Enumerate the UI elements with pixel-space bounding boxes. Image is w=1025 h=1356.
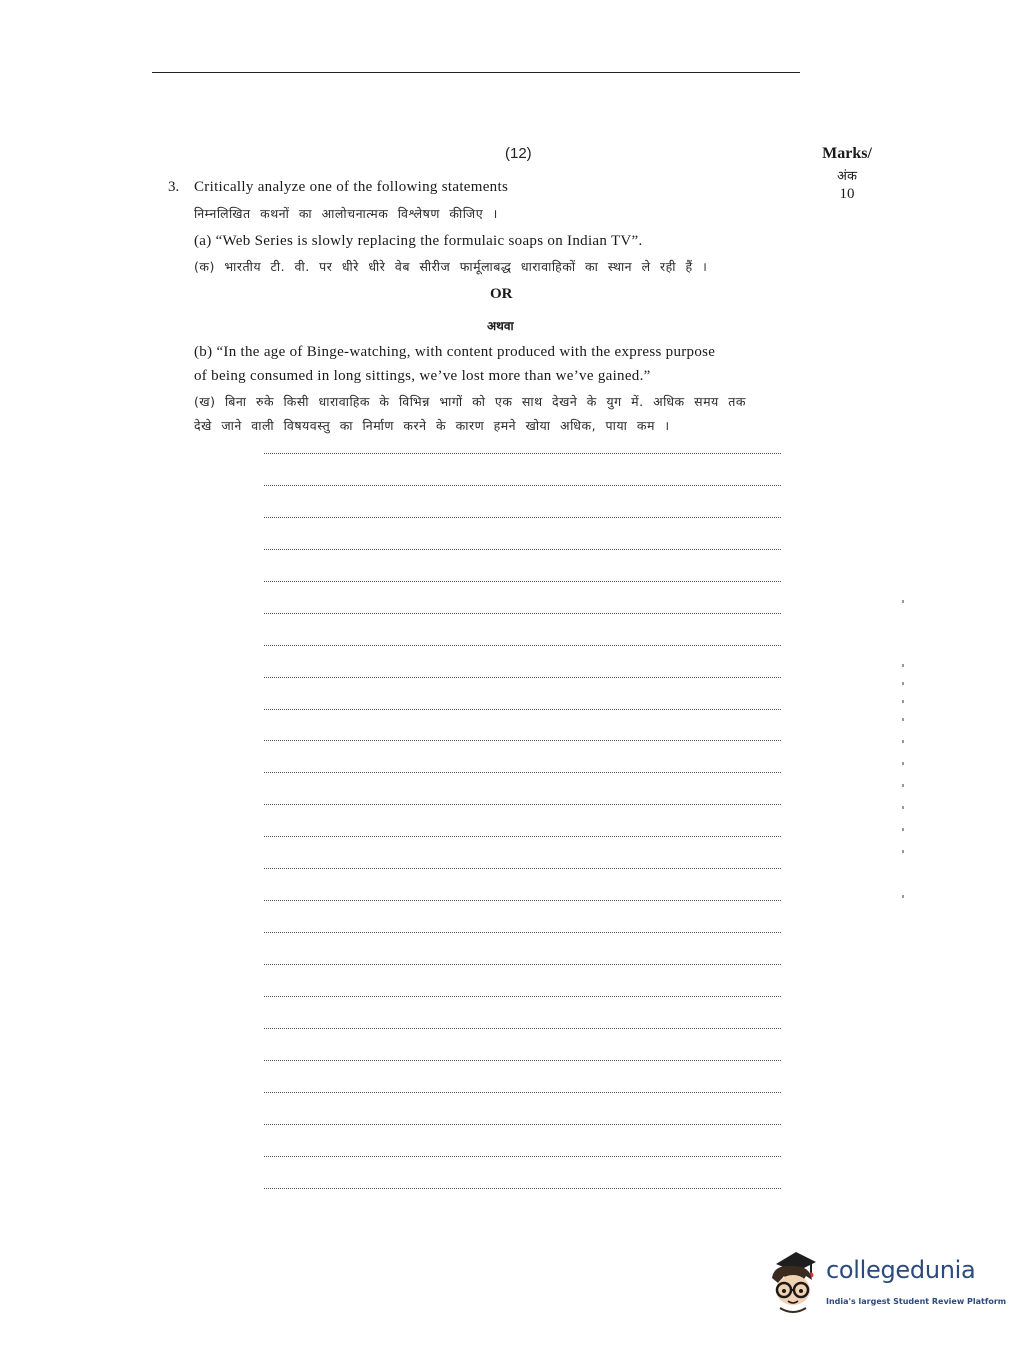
option-b-hindi-line-1: (ख) बिना रुके किसी धारावाहिक के विभिन्न भागों को एक साथ देखने के युग में. अधिक समय तक — [194, 394, 746, 409]
answer-line — [264, 517, 781, 518]
collegedunia-mascot-icon — [766, 1250, 822, 1316]
answer-line — [264, 581, 781, 582]
answer-line — [264, 1028, 781, 1029]
question-prompt-english: Critically analyze one of the following statements — [194, 179, 509, 195]
answer-line — [264, 772, 781, 773]
page-number: (12) — [505, 145, 532, 162]
answer-line — [264, 549, 781, 550]
answer-line — [264, 645, 781, 646]
answer-line — [264, 1188, 781, 1189]
scan-artifacts — [902, 600, 906, 900]
answer-line — [264, 964, 781, 965]
question-number: 3. — [168, 179, 180, 195]
answer-line — [264, 1060, 781, 1061]
answer-line — [264, 740, 781, 741]
answer-writing-area — [264, 453, 781, 1220]
answer-line — [264, 836, 781, 837]
marks-label: Marks/ — [822, 145, 872, 162]
collegedunia-watermark — [766, 1250, 1007, 1320]
or-separator-hindi: अथवा — [487, 319, 514, 333]
top-rule — [152, 72, 800, 73]
answer-line — [264, 709, 781, 710]
option-b-english-line-2: of being consumed in long sittings, we’ve lost more than we’ve gained.” — [194, 368, 651, 384]
marks-value: 10 — [839, 186, 855, 202]
answer-line — [264, 804, 781, 805]
answer-line — [264, 485, 781, 486]
marks-label-hindi: अंक — [837, 169, 857, 184]
marks-column-header — [812, 145, 882, 203]
collegedunia-brand-name: collegedunia — [826, 1256, 976, 1284]
answer-line — [264, 868, 781, 869]
answer-line — [264, 932, 781, 933]
option-b-english-line-1: (b) “In the age of Binge-watching, with content produced with the express purpose — [194, 344, 716, 360]
collegedunia-tagline: India's largest Student Review Platform — [826, 1297, 1007, 1306]
answer-line — [264, 1124, 781, 1125]
answer-line — [264, 1156, 781, 1157]
answer-line — [264, 996, 781, 997]
answer-line — [264, 1092, 781, 1093]
option-a-hindi: (क) भारतीय टी. वी. पर धीरे धीरे वेब सीरीज फार्मूलाबद्ध धारावाहिकों का स्थान ले रही हैं । — [194, 259, 708, 274]
option-b-hindi-line-2: देखे जाने वाली विषयवस्तु का निर्माण करने के कारण हमने खोया अधिक, पाया कम । — [194, 418, 670, 433]
answer-line — [264, 900, 781, 901]
question-prompt-hindi: निम्नलिखित कथनों का आलोचनात्मक विश्लेषण कीजिए । — [194, 206, 498, 221]
or-separator-english: OR — [490, 286, 513, 302]
answer-line — [264, 453, 781, 454]
option-a-english: (a) “Web Series is slowly replacing the formulaic soaps on Indian TV”. — [194, 233, 643, 249]
answer-line — [264, 613, 781, 614]
answer-line — [264, 677, 781, 678]
